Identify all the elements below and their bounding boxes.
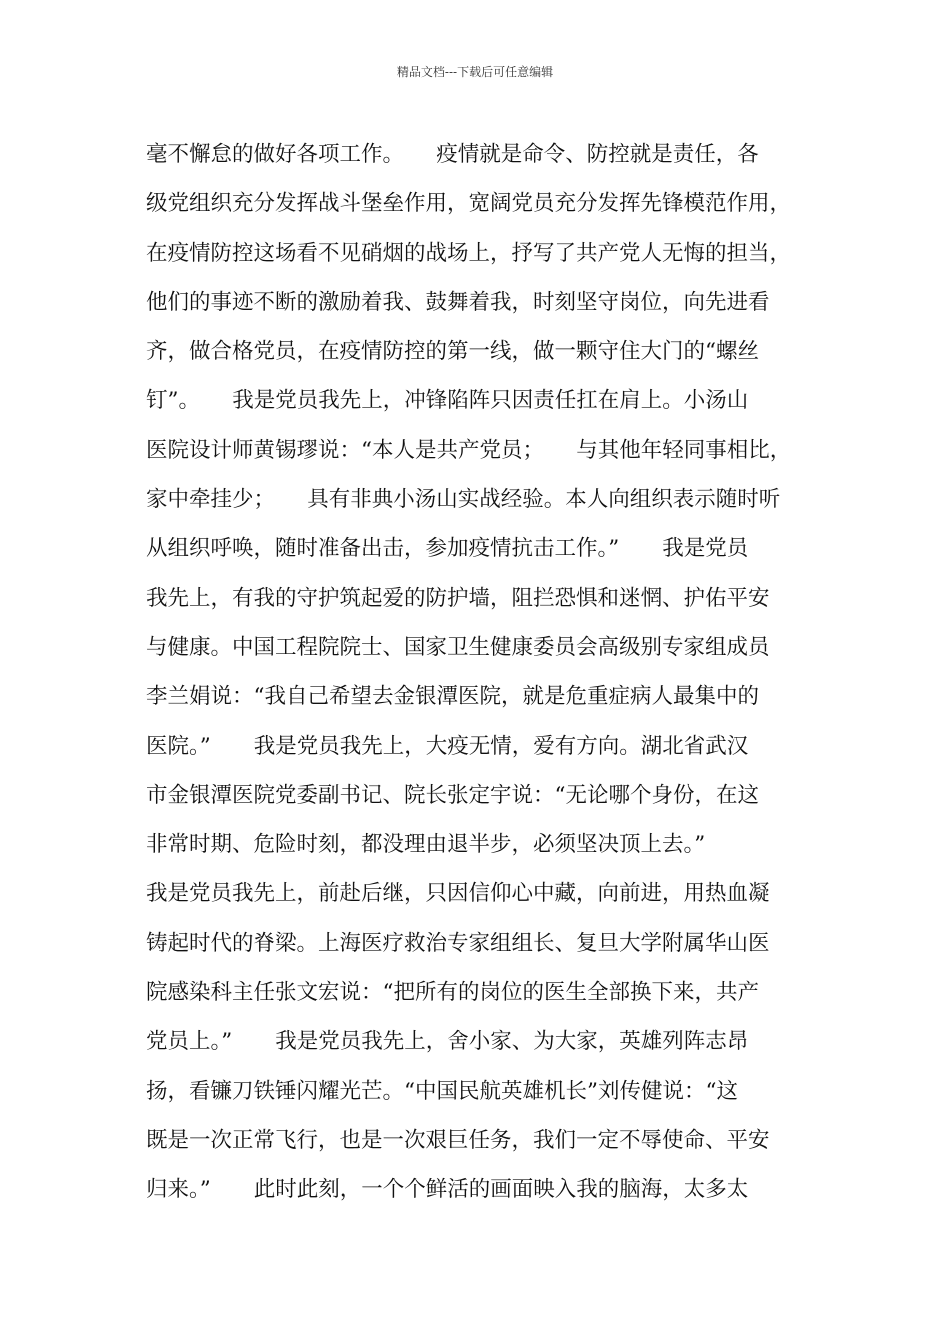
text-line: 铸起时代的脊梁。上海医疗救治专家组组长、复旦大学附属华山医 <box>146 930 770 956</box>
text-line: 毫不懈怠的做好各项工作。 疫情就是命令、防控就是责任，各 <box>146 142 759 167</box>
text-line: 党员上。” 我是党员我先上，舍小家、为大家，英雄列阵志昂 <box>146 1029 749 1055</box>
text-line: 级党组织充分发挥战斗堡垒作用，宽阔党员充分发挥先锋模范作用， <box>146 191 792 217</box>
text-line: 在疫情防控这场看不见硝烟的战场上，抒写了共产党人无悔的担当， <box>146 240 792 266</box>
text-line: 与健康。中国工程院院士、国家卫生健康委员会高级别专家组成员 <box>146 634 770 660</box>
text-line: 他们的事迹不断的激励着我、鼓舞着我，时刻坚守岗位，向先进看 <box>146 289 770 315</box>
text-line: 我先上，有我的守护筑起爱的防护墙，阻拦恐惧和迷惘、护佑平安 <box>146 585 770 611</box>
text-line: 既是一次正常飞行，也是一次艰巨任务，我们一定不辱使命、平安 <box>146 1127 770 1153</box>
text-line: 市金银潭医院党委副书记、院长张定宇说：“无论哪个身份，在这 <box>146 782 759 808</box>
page-header: 精品文档---下载后可任意编辑 <box>396 65 554 79</box>
text-line: 非常时期、危险时刻，都没理由退半步，必须坚决顶上去。” <box>146 832 706 858</box>
text-line: 医院。” 我是党员我先上，大疫无情，爱有方向。湖北省武汉 <box>146 733 749 759</box>
text-line: 我是党员我先上，前赴后继，只因信仰心中藏，向前进，用热血凝 <box>146 881 770 907</box>
text-line: 从组织呼唤，随时准备出击，参加疫情抗击工作。” 我是党员 <box>146 536 749 562</box>
text-line: 家中牵挂少； 具有非典小汤山实战经验。本人向组织表示随时听 <box>146 487 781 513</box>
body-text <box>146 130 836 1215</box>
text-line: 医院设计师黄锡璆说：“本人是共产党员； 与其他年轻同事相比， <box>146 437 792 463</box>
text-line: 齐，做合格党员，在疫情防控的第一线，做一颗守住大门的“螺丝 <box>146 339 759 365</box>
text-line: 李兰娟说：“我自己希望去金银潭医院，就是危重症病人最集中的 <box>146 684 759 710</box>
text-line: 扬，看镰刀铁锤闪耀光芒。“中国民航英雄机长”刘传健说：“这 <box>146 1078 738 1104</box>
text-line: 院感染科主任张文宏说：“把所有的岗位的医生全部换下来，共产 <box>146 980 759 1006</box>
text-line: 钉”。 我是党员我先上，冲锋陷阵只因责任扛在肩上。小汤山 <box>146 388 749 414</box>
text-line: 归来。” 此时此刻，一个个鲜活的画面映入我的脑海，太多太 <box>146 1177 749 1203</box>
